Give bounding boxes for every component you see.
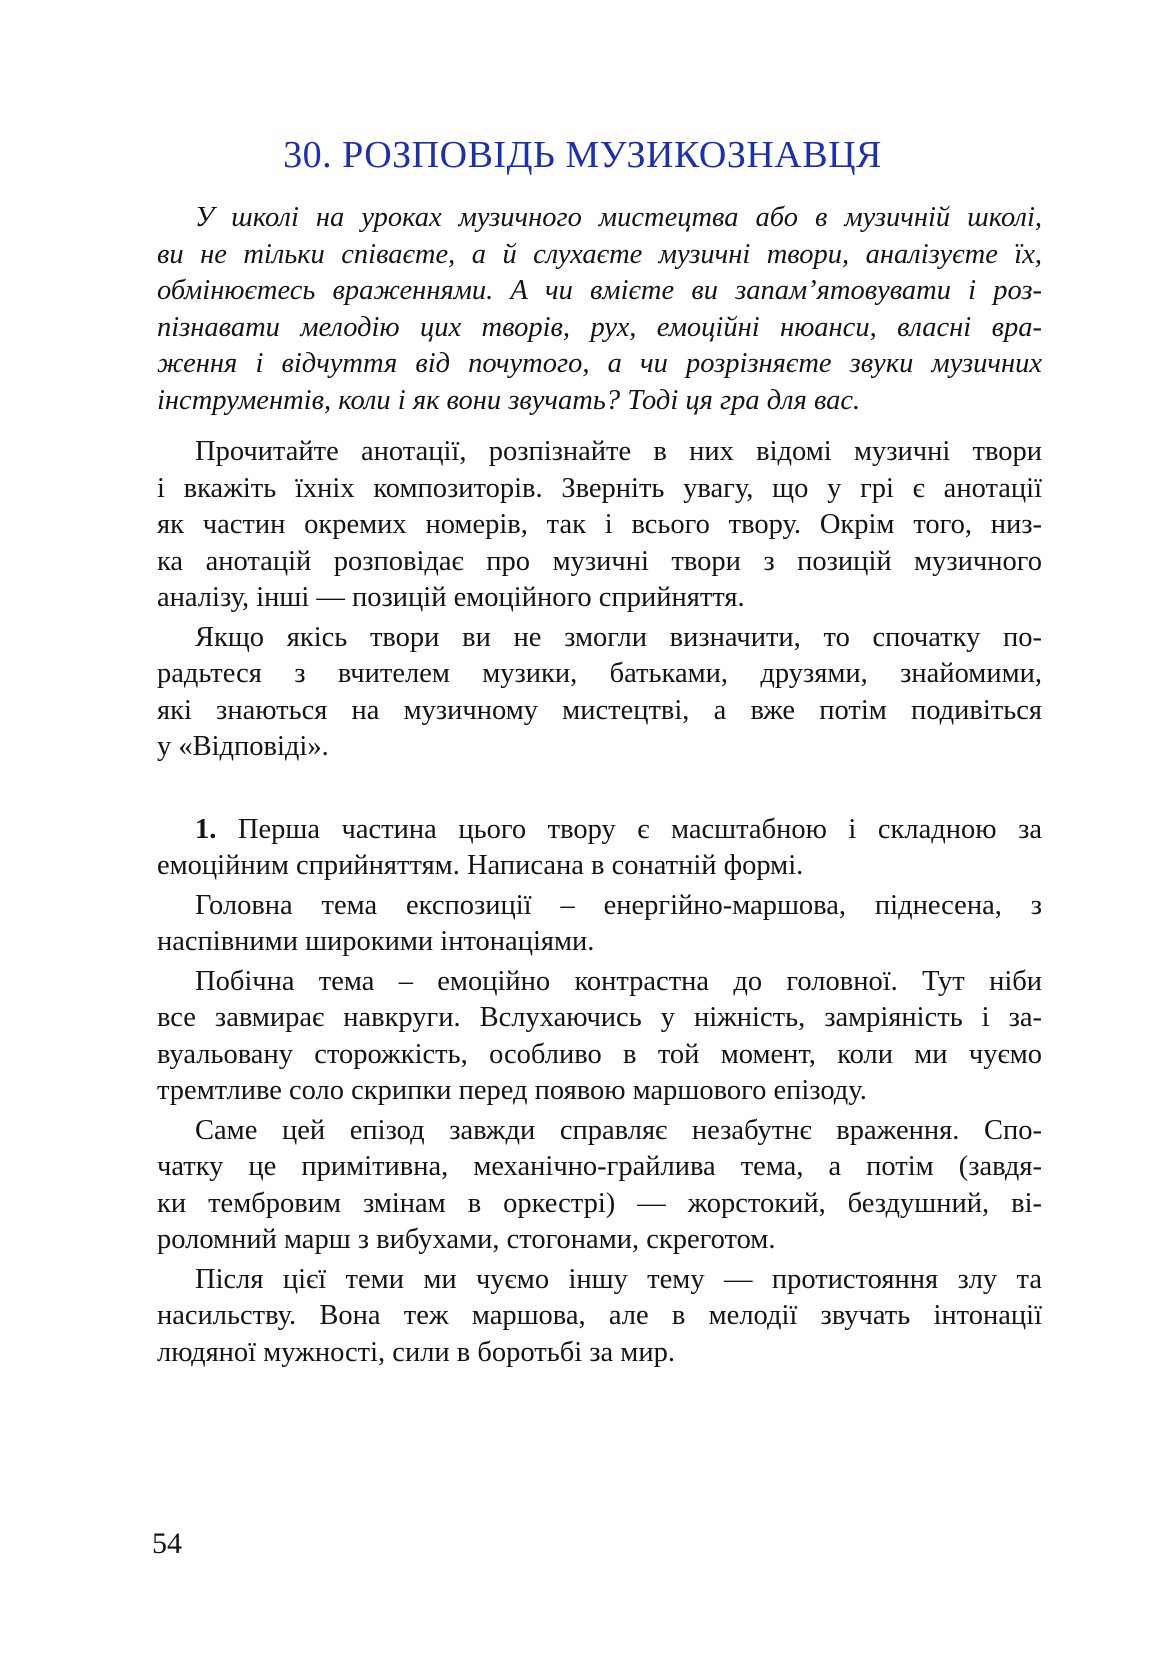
paragraph-line: як частин окремих номерів, так і всього твору. Окрім того, низ-	[157, 509, 1042, 540]
paragraph-line: Прочитайте анотації, розпізнайте в них відомі музичні твори	[195, 436, 1042, 467]
paragraph-line: які знаються на музичному мистецтві, а вже потім подивіться	[157, 694, 1042, 726]
paragraph-line: ка анотацій розповідає про музичні твори з позицій музичного	[157, 545, 1042, 577]
annotation-1	[157, 812, 1042, 885]
paragraph-line: Побічна тема – емоційно контрастна до головної. Тут ніби	[195, 965, 1042, 997]
paragraph-line: все завмирає навкруги. Вслухаючись у ніжність, замріяність і за-	[157, 1002, 1042, 1033]
paragraph-line: радьтеся з вчителем музики, батьками, друзями, знайомими,	[157, 658, 1042, 689]
paragraph-line: у «Відповіді».	[157, 731, 329, 762]
paragraph-line: роломний марш з вибухами, стогонами, скреготом.	[157, 1224, 776, 1255]
paragraph-line: Головна тема експозиції – енергійно-маршова, піднесена, з	[195, 889, 1042, 921]
intro-line: ви не тільки співаєте, а й слухаєте музичні твори, аналізуєте їх,	[157, 238, 1042, 270]
intro-line: інструментів, коли і як вони звучать? Тоді ця гра для вас.	[157, 384, 861, 416]
paragraph-line: аналізу, інші — позицій емоційного сприйняття.	[157, 582, 745, 613]
intro-paragraph	[157, 200, 1042, 419]
intro-line: ження і відчуття від почутого, а чи розрізняєте звуки музичних	[157, 348, 1042, 379]
intro-line: пізнавати мелодію цих творів, рух, емоційні нюанси, власні вра-	[157, 311, 1042, 343]
paragraph-line: тремтливе соло скрипки перед появою маршового епізоду.	[157, 1075, 867, 1106]
annotation-first-line-text: Перша частина цього твору є масштабною і складною за	[216, 813, 1042, 845]
paragraph-line: і вкажіть їхніх композиторів. Зверніть увагу, що у грі є анотації	[157, 472, 1042, 504]
paragraph-line: вуальовану сторожкість, особливо в той момент, коли ми чуємо	[157, 1038, 1042, 1070]
paragraph-line: Після цієї теми ми чуємо іншу тему — протистояння злу та	[195, 1263, 1042, 1295]
episode-paragraph	[157, 1113, 1042, 1259]
secondary-theme-paragraph	[157, 964, 1042, 1110]
counter-theme-paragraph	[157, 1262, 1042, 1372]
paragraph-line: чатку це примітивна, механічно-грайлива тема, а потім (завдя-	[157, 1151, 1042, 1182]
paragraph-line: ки тембровим змінам в оркестрі) — жорстокий, бездушний, ві-	[157, 1187, 1042, 1219]
paragraph-line: Саме цей епізод завжди справляє незабутнє враження. Спо-	[195, 1114, 1042, 1146]
page-title: 30. РОЗПОВІДЬ МУЗИКОЗНАВЦЯ	[283, 134, 882, 176]
paragraph-line: емоційним сприйняттям. Написана в сонатній формі.	[157, 850, 804, 881]
annotation-number: 1.	[195, 813, 217, 845]
advice-paragraph	[157, 620, 1042, 766]
paragraph-line: наспівними широкими інтонаціями.	[157, 926, 595, 957]
paragraph-line: насильству. Вона теж маршова, але в мелодії звучать інтонації	[157, 1300, 1042, 1331]
paragraph-line: Якщо якісь твори ви не змогли визначити, то спочатку по-	[195, 621, 1042, 653]
annotation-first-line	[157, 812, 1042, 849]
main-theme-paragraph	[157, 888, 1042, 961]
paragraph-line: людяної мужності, сили в боротьбі за мир.	[157, 1336, 675, 1368]
page-number: 54	[152, 1527, 182, 1560]
intro-line: У школі на уроках музичного мистецтва або в музичній школі,	[195, 202, 1042, 233]
intro-line: обмінюєтесь враженнями. А чи вмієте ви запам’ятовувати і роз-	[157, 275, 1042, 306]
instructions-paragraph	[157, 434, 1042, 617]
text-column	[157, 200, 1042, 1371]
